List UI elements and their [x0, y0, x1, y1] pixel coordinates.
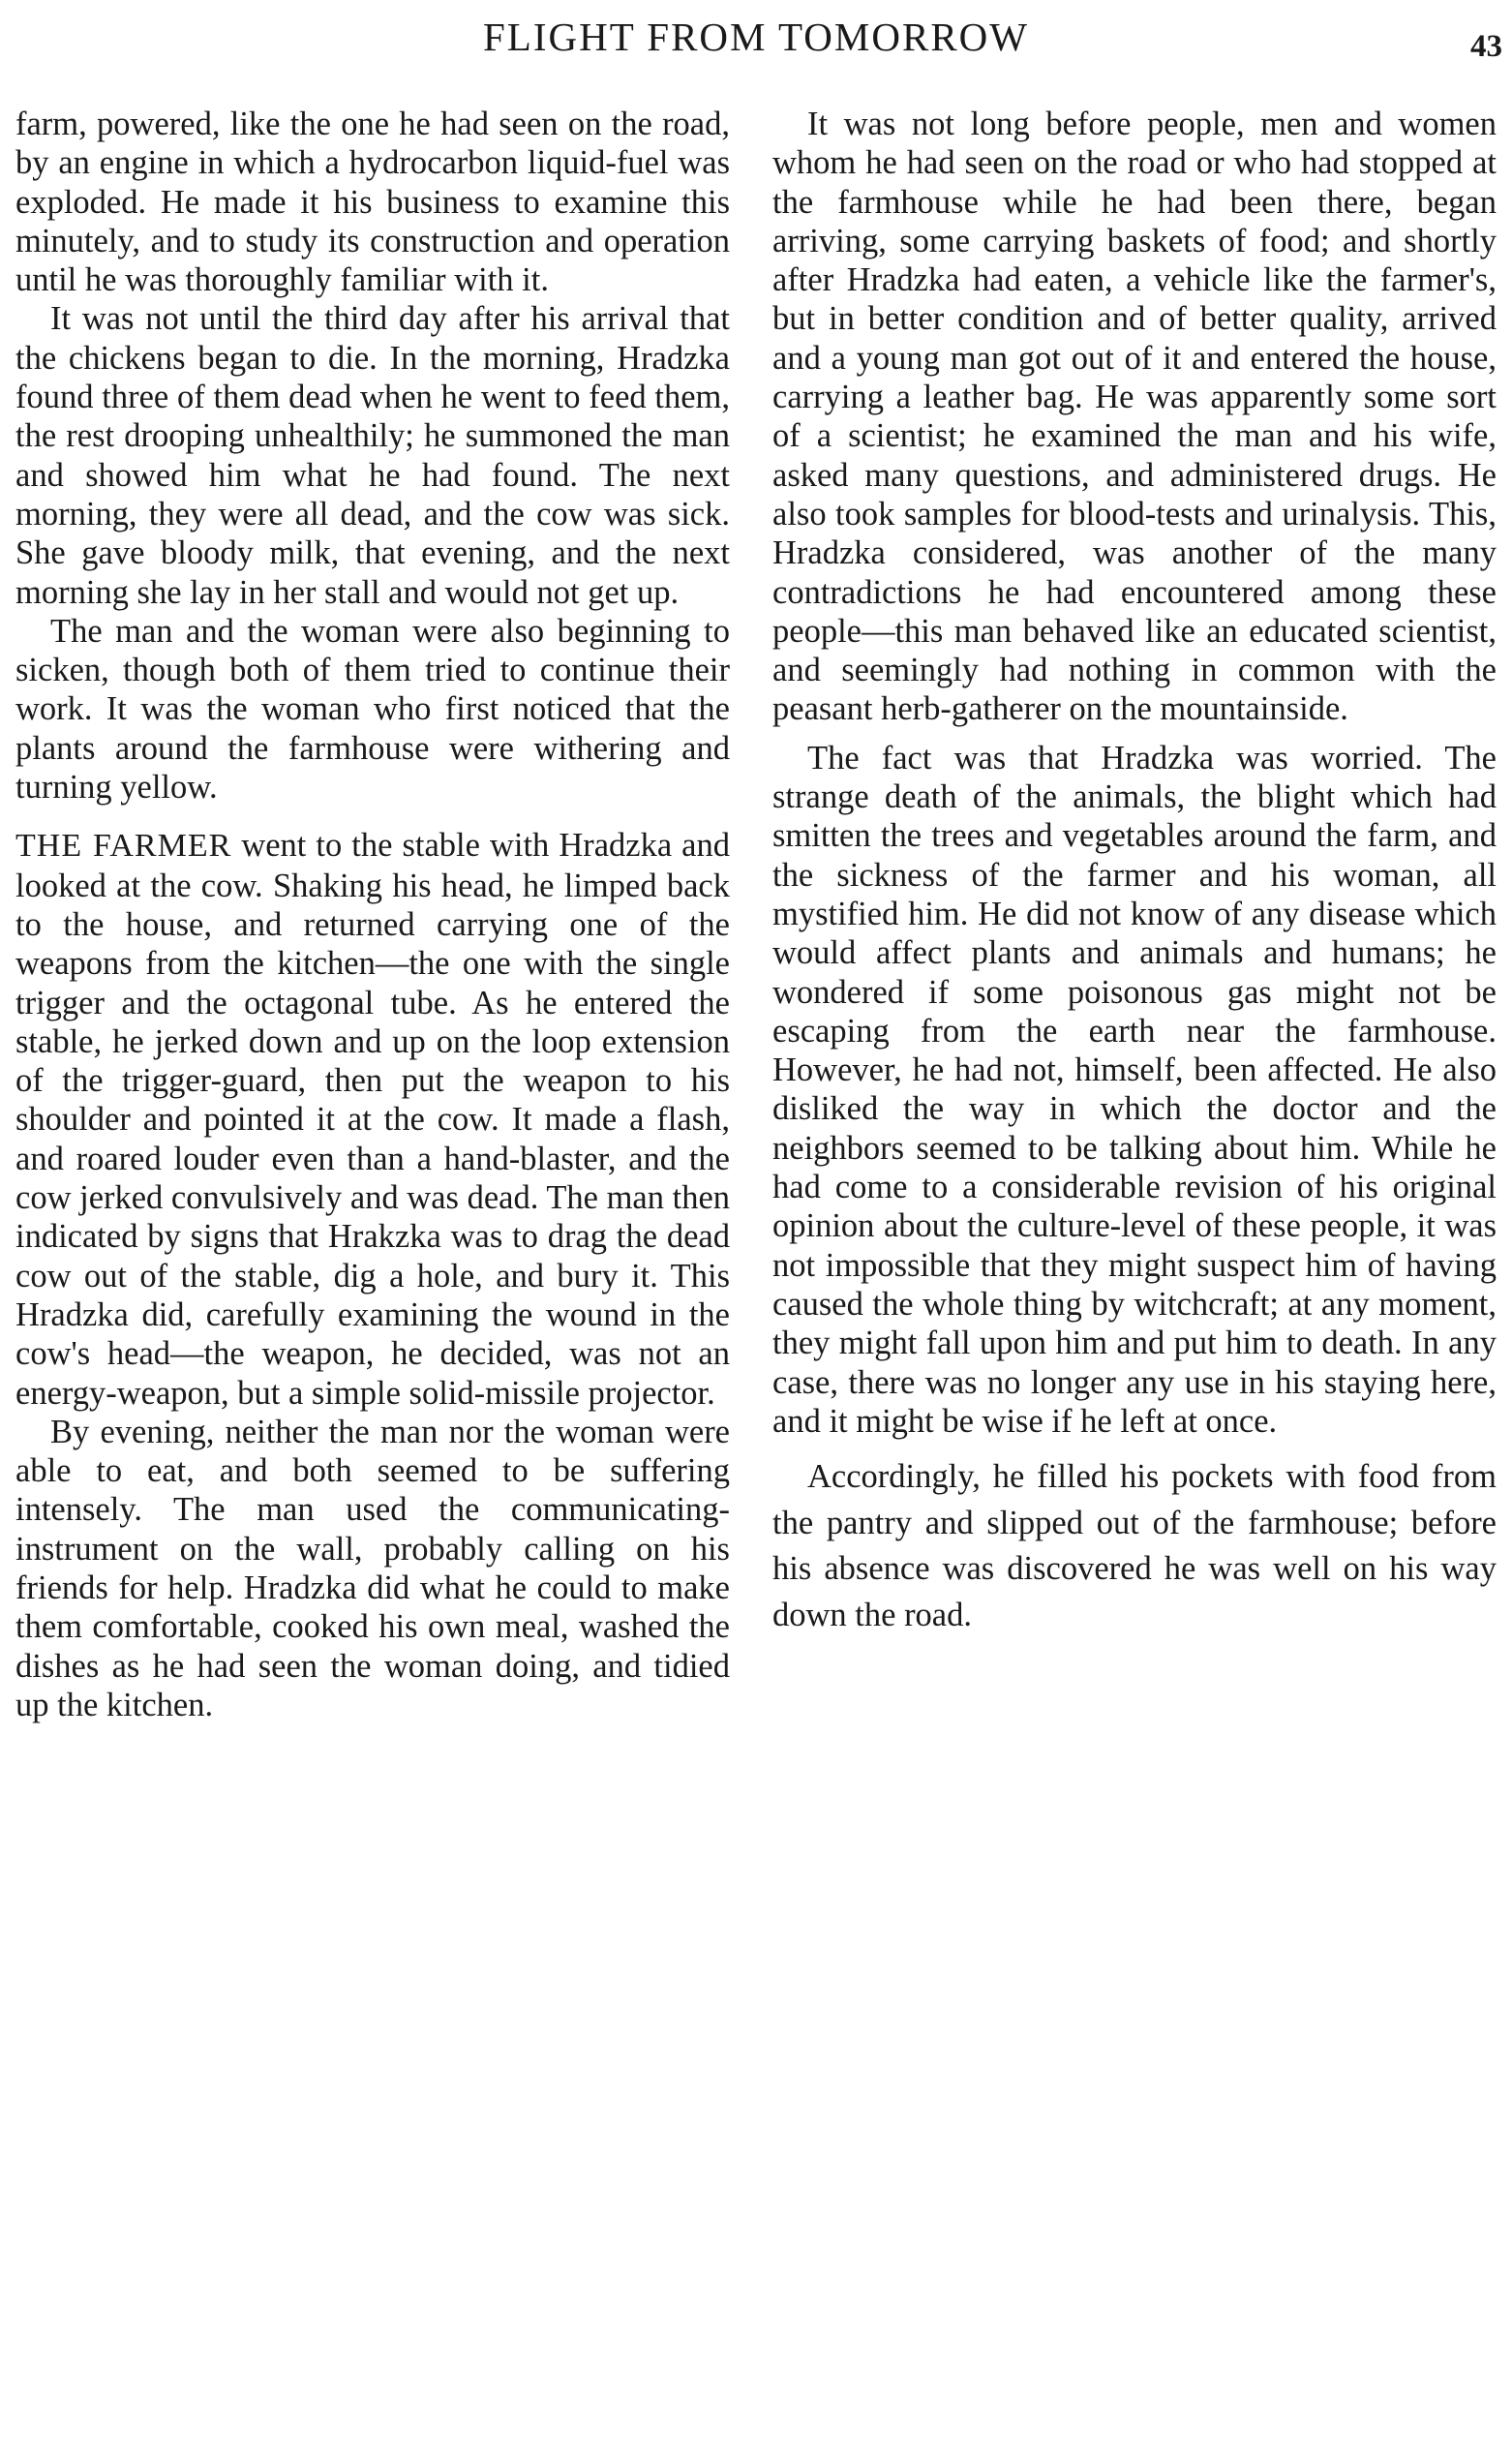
paragraph: It was not long before people, men and women whom he had seen on the road or who had stopped at the farmhouse while he had been there, began arriving, some carrying baskets of food; and shortly after Hradzka had eaten, a vehicle like the farmer's, but in better condition and of better quality, arrived and a young man got out of it and entered the house, carrying a leather bag. He was apparently some sort of a scientist; he examined the man and his wife, asked many questions, and administered drugs. He also took samples for blood-tests and urinalysis. This, Hradzka considered, was another of the many contradictions he had encountered among these people—this man behaved like an educated scientist, and seemingly had nothing in common with the peasant herb-gatherer on the mountainside. [772, 106, 1497, 728]
paragraph: The man and the woman were also beginning to sicken, though both of them tried to continue their work. It was the woman who first noticed that the plants around the farmhouse were withering and turning yellow. [15, 612, 730, 807]
paragraph: farm, powered, like the one he had seen on the road, by an engine in which a hydrocarbon liquid-fuel was exploded. He made it his business to examine this minutely, and to study its construction and operation until he was thoroughly familiar with it. [15, 106, 730, 299]
section-paragraph [15, 826, 730, 1412]
paragraph: The fact was that Hradzka was worried. The strange death of the animals, the blight which had smitten the trees and vegetables around the farm, and the sickness of the farmer and his woman, all mystified him. He did not know of any disease which would affect plants and animals and humans; he wondered if some poisonous gas might not be escaping from the earth near the farmhouse. However, he had not, himself, been affected. He also disliked the way in which the doctor and the neighbors seemed to be talking about him. While he had come to a considerable revision of his original opinion about the culture-level of these people, it was not impossible that they might suspect him of having caused the whole thing by witchcraft; at any moment, they might fall upon him and put him to death. In any case, there was no longer any use in his staying here, and it might be wise if he left at once. [772, 739, 1497, 1440]
page-number: 43 [1470, 29, 1502, 64]
paragraph: Accordingly, he filled his pockets with food from the pantry and slipped out of the farmhouse; before his absence was discovered he was well on his way down the road. [772, 1458, 1497, 1633]
running-head [0, 14, 1512, 72]
right-column [772, 105, 1497, 1638]
running-title: FLIGHT FROM TOMORROW [483, 15, 1029, 59]
paragraph: It was not until the third day after his arrival that the chickens began to die. In the morning, Hradzka found three of them dead when he went to feed them, the rest drooping unhealthily; he summoned the man and showed him what he had found. The next morning, they were all dead, and the cow was sick. She gave bloody milk, that evening, and the next morning she lay in her stall and would not get up. [15, 300, 730, 611]
left-column [15, 105, 730, 1724]
section-text: went to the stable with Hradzka and looked at the cow. Shaking his head, he limped back to the house, and returned carrying one of the weapons from the kitchen—the one with the single trigger and the octagonal tube. As he entered the stable, he jerked down and up on the loop extension of the trigger-guard, then put the weapon to his shoulder and pointed it at the cow. It made a flash, and roared louder even than a hand-blaster, and the cow jerked convulsively and was dead. The man then indicated by signs that Hrakzka was to drag the dead cow out of the stable, dig a hole, and bury it. This Hradzka did, carefully examining the wound in the cow's head—the weapon, he decided, was not an energy-weapon, but a simple solid-missile projector. [15, 827, 731, 1412]
section-lead: THE FARMER [15, 828, 232, 865]
paragraph: By evening, neither the man nor the woman were able to eat, and both seemed to be suffering intensely. The man used the communicating-instrument on the wall, probably calling on his friends for help. Hradzka did what he could to make them comfortable, cooked his own meal, washed the dishes as he had seen the woman doing, and tidied up the kitchen. [15, 1413, 730, 1723]
